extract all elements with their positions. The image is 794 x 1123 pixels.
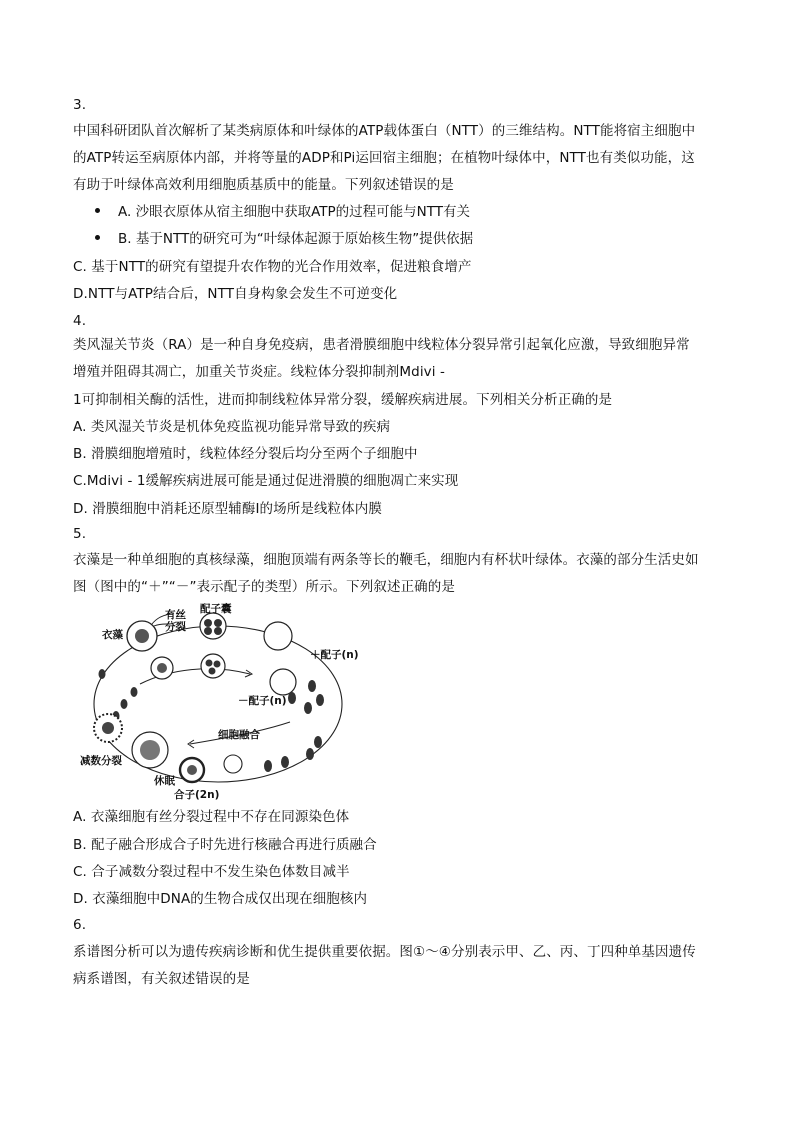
q6-stem-line-2: 病系谱图，有关叙述错误的是 [73,971,250,987]
q3-option-c: C. 基于NTT的研究有望提升农作物的光合作用效率，促进粮食增产 [73,259,472,275]
q5-option-d: D. 衣藻细胞中DNA的生物合成仅出现在细胞核内 [73,891,368,907]
cycle-path [94,626,342,782]
nucleus-icon [135,629,149,643]
q5-stem-line-2: 图（图中的“＋”“－”表示配子的类型）所示。下列叙述正确的是 [73,579,455,595]
q3-number: 3. [73,97,87,113]
q4-option-a: A. 类风湿关节炎是机体免疫监视功能异常导致的疾病 [73,419,391,435]
label-plus-gamete: ＋配子(n) [310,649,359,661]
bullet-icon [95,208,100,213]
q4-stem-line-2: 增殖并阻碍其凋亡，加重关节炎症。线粒体分裂抑制剂Mdivi - [73,364,445,380]
label-zygote: 合子(2n) [174,789,220,801]
q5-stem-line-1: 衣藻是一种单细胞的真核绿藻，细胞顶端有两条等长的鞭毛，细胞内有杯状叶绿体。衣藻的部分生活史如 [73,552,699,568]
gametangium-icon [200,613,226,639]
releasing-cell-icon [264,622,292,650]
label-meiosis: 减数分裂 [80,755,122,767]
gametangium-icon [201,654,225,678]
q4-stem-line-3: 1可抑制相关酶的活性，进而抑制线粒体异常分裂，缓解疾病进展。下列相关分析正确的是 [73,392,613,408]
q6-number: 6. [73,917,87,933]
life-cycle-figure [80,603,359,804]
bullet-icon [95,235,100,240]
q3-stem-line-3: 有助于叶绿体高效利用细胞质基质中的能量。下列叙述错误的是 [73,177,454,193]
q3-option-d: D.NTT与ATP结合后，NTT自身构象会发生不可逆变化 [73,286,398,302]
q5-number: 5. [73,526,87,542]
fusing-gametes-icon [224,755,242,773]
label-chlamydomonas: 衣藻 [102,629,123,641]
label-minus-gamete: －配子(n) [238,695,287,707]
q4-number: 4. [73,313,87,329]
q5-option-b: B. 配子融合形成合子时先进行核融合再进行质融合 [73,837,377,853]
q4-option-b: B. 滑膜细胞增殖时，线粒体经分裂后均分至两个子细胞中 [73,446,418,462]
releasing-cell-icon [270,669,296,695]
q3-option-b-text: B. 基于NTT的研究可为“叶绿体起源于原始核生物”提供依据 [118,231,474,247]
q3-stem-line-2: 的ATP转运至病原体内部，并将等量的ADP和Pi运回宿主细胞；在植物叶绿体中，NTT也有类似功能，这 [73,150,695,166]
q4-option-d: D. 滑膜细胞中消耗还原型辅酶Ⅰ的场所是线粒体内膜 [73,501,382,517]
q3-option-b [95,230,473,248]
q3-option-a [95,203,470,221]
q4-stem-line-1: 类风湿关节炎（RA）是一种自身免疫病，患者滑膜细胞中线粒体分裂异常引起氧化应激，导致细胞异常 [73,337,690,353]
q6-stem-line-1: 系谱图分析可以为遗传疾病诊断和优生提供重要依据。图①～④分别表示甲、乙、丙、丁四种单基因遗传 [73,944,696,960]
q3-stem-line-1: 中国科研团队首次解析了某类病原体和叶绿体的ATP载体蛋白（NTT）的三维结构。NTT能将宿主细胞中 [73,123,696,139]
label-cell-fusion: 细胞融合 [218,729,260,741]
q4-option-c: C.Mdivi - 1缓解疾病进展可能是通过促进滑膜的细胞凋亡来实现 [73,473,459,489]
label-dormancy: 休眠 [154,775,175,787]
q3-option-a-text: A. 沙眼衣原体从宿主细胞中获取ATP的过程可能与NTT有关 [118,204,471,220]
label-gametangium: 配子囊 [200,603,232,615]
q5-option-c: C. 合子减数分裂过程中不发生染色体数目减半 [73,864,350,880]
label-mitosis-1: 有丝 [165,609,186,621]
label-mitosis-2: 分裂 [165,621,186,633]
q5-option-a: A. 衣藻细胞有丝分裂过程中不存在同源染色体 [73,809,350,825]
